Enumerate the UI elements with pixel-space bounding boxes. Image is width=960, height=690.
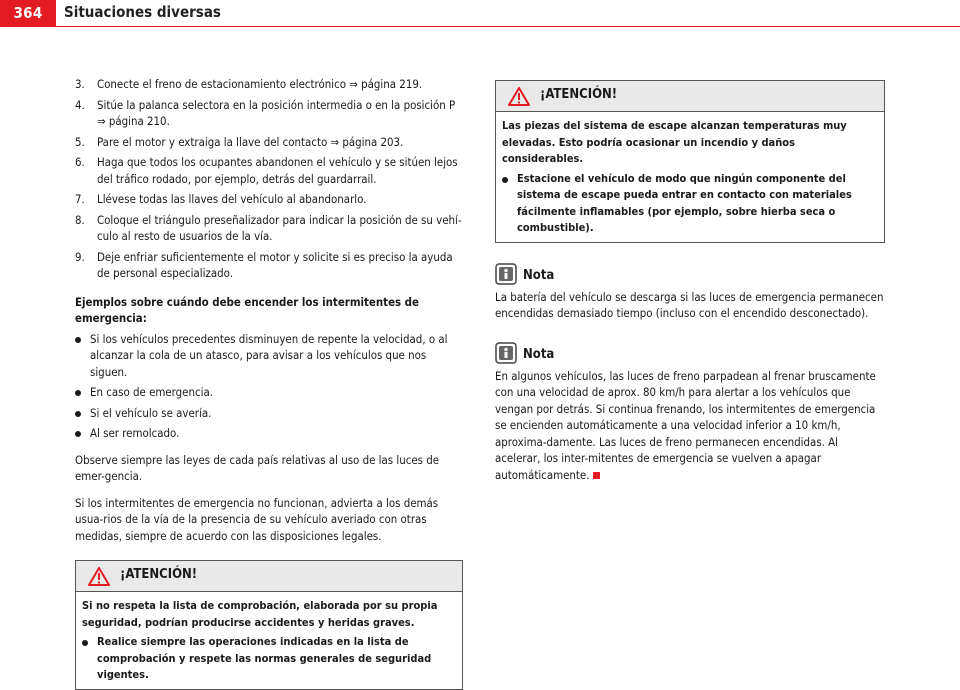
note-text: En algunos vehículos, las luces de freno parpadean al frenar bruscamente con una velocidad de aprox. 80 km/h para alertar a los vehículos que vengan por detrás. Si continua frenando, los intermitentes de emergencia se encienden automáticamente a una velocidad inferior a 10 km/h, aproxima-damente. Las luces de freno permanecen encendidas. Al acelerar, los inter-mitentes de emergencia se vuelven a apagar automáticamente. [495,368,876,482]
bullet-item: Si los vehículos precedentes disminuyen de repente la velocidad, o al alcanzar la cola de un atasco, para avisar a los vehículos que nos siguen. [75,331,463,381]
warning-text: Si no respeta la lista de comprobación, elaborada por su propia seguridad, podrían producirse accidentes y heridas graves. [82,599,438,629]
bullet-icon [75,390,81,396]
list-item: 4. Sitúe la palanca selectora en la posición intermedia o en la posición P ⇒ página 210. [75,97,456,128]
list-item: 9. Deje enfriar suficientemente el motor y solicite si es preciso la ayuda de personal especializado. [75,249,453,280]
note-header [495,263,885,289]
warning-title: ¡ATENCIÓN! [120,567,198,582]
bullet-item: Si el vehículo se avería. [75,405,463,422]
examples-heading: Ejemplos sobre cuándo debe encender los intermitentes de emergencia: [75,294,419,325]
list-item: 3. Conecte el freno de estacionamiento electrónico ⇒ página 219. [75,77,423,91]
bullet-item: Estacione el vehículo de modo que ningún componente del sistema de escape pueda entrar en contacto con materiales fácilmente inflamables (por ejemplo, sobre hierba seca o combustible). [502,171,878,237]
warning-title: ¡ATENCIÓN! [540,87,618,102]
section-title: Situaciones diversas [64,3,221,21]
list-item: 7. Llévese todas las llaves del vehículo al abandonarlo. [75,192,367,206]
note-text: La batería del vehículo se descarga si las luces de emergencia permanecen encendidas demasiado tiempo (incluso con el encendido desconectado). [495,289,884,320]
end-of-section-icon [593,472,600,479]
bullet-icon [75,431,81,437]
checklist [75,76,463,282]
list-item: 6. Haga que todos los ocupantes abandonen el vehículo y se sitúen lejos del tráfico rodado, por ejemplo, detrás del guardarrail. [75,155,458,186]
bullet-item: En caso de emergencia. [75,384,463,401]
bullet-item: Al ser remolcado. [75,425,463,442]
note-header [495,342,885,368]
warning-triangle-icon [88,567,110,586]
warning-header [496,81,884,112]
warning-box [495,80,885,243]
right-column [495,80,885,483]
note-title: Nota [523,267,555,283]
warning-body [496,112,884,242]
paragraph: Observe siempre las leyes de cada país relativas al uso de las luces de emer-gencia. [75,452,440,483]
bullet-item: Realice siempre las operaciones indicadas en la lista de comprobación y respete las normas generales de seguridad vigentes. [82,634,456,684]
header-divider [0,26,960,27]
bullet-icon [502,177,508,183]
bullet-icon [75,411,81,417]
warning-box [75,560,463,690]
warning-body [76,592,462,689]
note-body [495,368,885,484]
list-item: 8. Coloque el triángulo preseñalizador para indicar la posición de su vehí-culo al resto de usuarios de la vía. [75,212,462,243]
warning-triangle-icon [508,87,530,106]
info-note-icon [495,263,517,285]
info-note-icon [495,342,517,364]
bullet-icon [82,640,88,646]
page-number: 364 [0,0,56,26]
list-item: 5. Pare el motor y extraiga la llave del contacto ⇒ página 203. [75,134,404,149]
bullet-icon [75,337,81,343]
left-column [75,76,463,690]
warning-text: Las piezas del sistema de escape alcanzan temperaturas muy elevadas. Esto podría ocasionar un incendio y daños considerables. [502,119,847,165]
paragraph: Si los intermitentes de emergencia no funcionan, advierta a los demás usua-rios de la vía de la presencia de su vehículo averiado con otras medidas, siempre de acuerdo con las disposiciones legales. [75,495,439,543]
note-title: Nota [523,346,555,362]
warning-header [76,561,462,592]
note-block [495,342,885,484]
note-block [495,263,885,322]
